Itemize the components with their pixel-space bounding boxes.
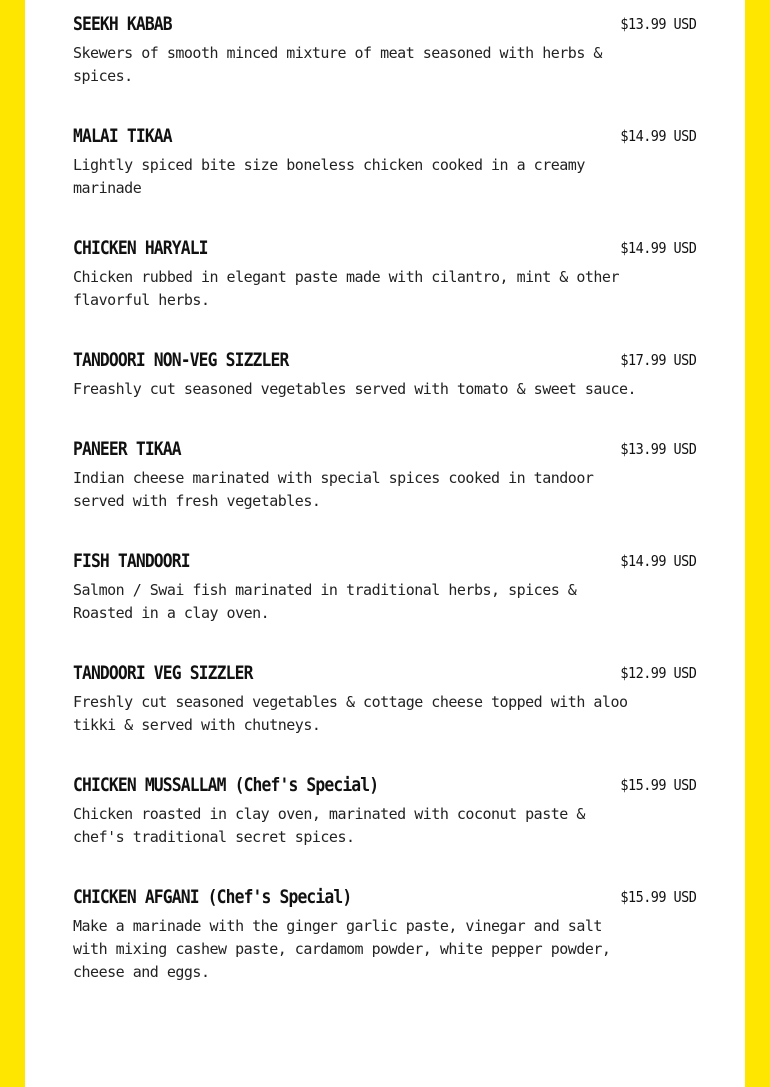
item-price: $12.99 USD xyxy=(620,664,696,682)
menu-item xyxy=(73,550,696,625)
item-name: PANEER TIKAA xyxy=(73,438,181,460)
item-description: Lightly spiced bite size boneless chicken cooked in a creamy marinade xyxy=(73,156,585,197)
menu-item xyxy=(73,774,696,849)
item-name: CHICKEN MUSSALLAM (Chef's Special) xyxy=(73,774,379,796)
item-name: SEEKH KABAB xyxy=(73,13,172,35)
item-price: $15.99 USD xyxy=(620,776,696,794)
item-price: $14.99 USD xyxy=(620,127,696,145)
menu-list xyxy=(73,13,696,1021)
item-name: CHICKEN HARYALI xyxy=(73,237,208,259)
item-price: $14.99 USD xyxy=(620,239,696,257)
item-description: Skewers of smooth minced mixture of meat seasoned with herbs & spices. xyxy=(73,44,602,85)
item-price: $14.99 USD xyxy=(620,552,696,570)
item-description: Indian cheese marinated with special spices cooked in tandoor served with fresh vegetables. xyxy=(73,469,594,510)
item-description: Make a marinade with the ginger garlic paste, vinegar and salt with mixing cashew paste, cardamom powder, white pepper powder, cheese and eggs. xyxy=(73,917,611,981)
item-name: FISH TANDOORI xyxy=(73,550,190,572)
menu-page xyxy=(25,0,745,1087)
item-description: Freshly cut seasoned vegetables & cottage cheese topped with aloo tikki & served with chutneys. xyxy=(73,693,628,734)
menu-item xyxy=(73,438,696,513)
menu-item xyxy=(73,237,696,312)
item-name: MALAI TIKAA xyxy=(73,125,172,147)
item-description: Salmon / Swai fish marinated in traditional herbs, spices & Roasted in a clay oven. xyxy=(73,581,577,622)
item-description: Chicken rubbed in elegant paste made with cilantro, mint & other flavorful herbs. xyxy=(73,268,619,309)
menu-item xyxy=(73,13,696,88)
menu-item xyxy=(73,886,696,984)
item-price: $15.99 USD xyxy=(620,888,696,906)
item-description: Freashly cut seasoned vegetables served with tomato & sweet sauce. xyxy=(73,380,637,398)
item-price: $13.99 USD xyxy=(620,15,696,33)
menu-item xyxy=(73,125,696,200)
item-description: Chicken roasted in clay oven, marinated with coconut paste & chef's traditional secret spices. xyxy=(73,805,585,846)
menu-item xyxy=(73,349,696,401)
item-name: CHICKEN AFGANI (Chef's Special) xyxy=(73,886,352,908)
item-name: TANDOORI NON-VEG SIZZLER xyxy=(73,349,289,371)
item-name: TANDOORI VEG SIZZLER xyxy=(73,662,253,684)
menu-item xyxy=(73,662,696,737)
item-price: $13.99 USD xyxy=(620,440,696,458)
item-price: $17.99 USD xyxy=(620,351,696,369)
